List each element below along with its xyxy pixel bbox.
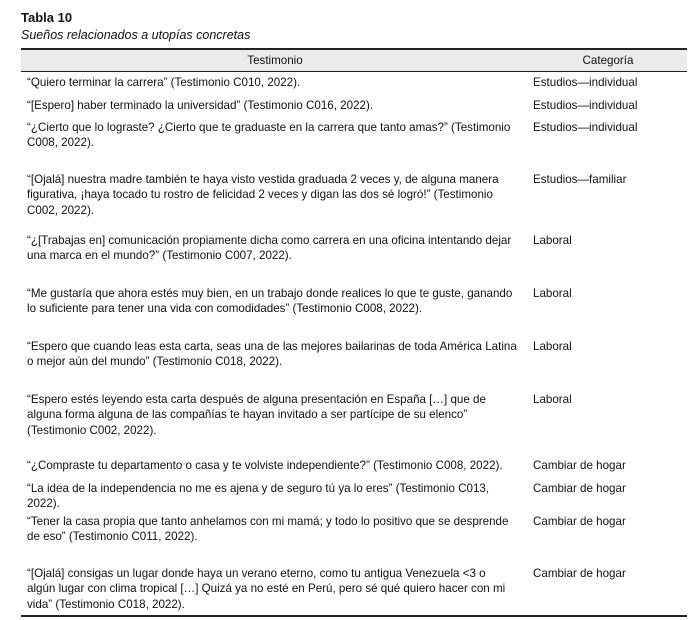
cell-testimonio: “[Ojalá] consigas un lugar donde haya un verano eterno, como tu antigua Venezuela <3 o algún lugar con clima tropical […] Quizá ya no esté en Perú, pero sé qué quiero hacer con mi vida” (Testimonio C018, 2022). <box>21 564 529 616</box>
cell-categoria: Estudios—individual <box>533 98 638 112</box>
table-row <box>21 96 687 118</box>
cell-testimonio: “Me gustaría que ahora estés muy bien, en un trabajo donde realices lo que te guste, ganando lo suficiente para tener una vida con comodidades” (Testimonio C008, 2022). <box>27 286 513 315</box>
dreams-table <box>21 48 687 617</box>
cell-categoria: Estudios—familiar <box>533 172 627 186</box>
cell-testimonio: “¿Cierto que lo lograste? ¿Cierto que te graduaste en la carrera que tanto amas?” (Testimonio C008, 2022). <box>27 120 511 149</box>
table-row <box>21 456 687 479</box>
cell-categoria: Laboral <box>533 392 572 406</box>
cell-testimonio: “¿[Trabajas en] comunicación propiamente dicha como carrera en una oficina intentando dejar una marca en el mundo?” (Testimonio C007, 2022). <box>27 233 512 262</box>
table-row <box>21 284 687 337</box>
cell-testimonio: “Espero que cuando leas esta carta, seas una de las mejores bailarinas de toda América Latina o mejor aún del mundo” (Testimonio C018, 2022). <box>27 339 517 368</box>
table-row <box>21 72 687 96</box>
cell-testimonio: “¿Compraste tu departamento o casa y te volviste independiente?” (Testimonio C008, 2022). <box>27 458 503 472</box>
table-row <box>21 479 687 512</box>
cell-categoria: Cambiar de hogar <box>533 514 626 528</box>
cell-testimonio: “Tener la casa propia que tanto anhelamos con mi mamá; y todo lo positivo que se desprende de eso” (Testimonio C011, 2022). <box>27 514 509 543</box>
table-row <box>21 170 687 231</box>
cell-categoria: Cambiar de hogar <box>533 458 626 472</box>
cell-categoria: Laboral <box>533 286 572 300</box>
table-row <box>21 390 687 456</box>
cell-testimonio: “[Ojalá] nuestra madre también te haya visto vestida graduada 2 veces y, de alguna manera figurativa, ¡haya tocado tu rostro de felicidad 2 veces y digan las dos sé logró!” (Testimonio C002, 2022). <box>27 172 499 217</box>
cell-testimonio: “[Espero] haber terminado la universidad” (Testimonio C016, 2022). <box>27 98 374 112</box>
cell-categoria: Estudios—individual <box>533 120 638 134</box>
header-categoria: Categoría <box>529 49 687 72</box>
table-row <box>21 118 687 170</box>
cell-categoria: Cambiar de hogar <box>533 481 626 495</box>
cell-categoria: Laboral <box>533 339 572 353</box>
cell-categoria: Laboral <box>533 233 572 247</box>
table-number: Tabla 10 <box>21 10 73 25</box>
cell-testimonio: “Espero estés leyendo esta carta después de alguna presentación en España […] que de alguna forma alguna de las compañías te hayan invitado a ser partícipe de su elenco” (Testimonio C002, 2022). <box>27 392 486 437</box>
cell-testimonio: “Quiero terminar la carrera” (Testimonio C010, 2022). <box>27 76 301 89</box>
cell-categoria: Cambiar de hogar <box>529 564 687 616</box>
table-caption: Sueños relacionados a utopías concretas <box>21 28 251 42</box>
table-row <box>21 564 687 616</box>
header-testimonio: Testimonio <box>21 49 529 72</box>
cell-categoria: Estudios—individual <box>533 76 638 89</box>
table-row <box>21 231 687 284</box>
table-header-row <box>21 49 687 72</box>
table-row <box>21 512 687 564</box>
cell-testimonio: “La idea de la independencia no me es ajena y de seguro tú ya lo eres” (Testimonio C013, 2022). <box>27 481 490 510</box>
table-row <box>21 337 687 390</box>
